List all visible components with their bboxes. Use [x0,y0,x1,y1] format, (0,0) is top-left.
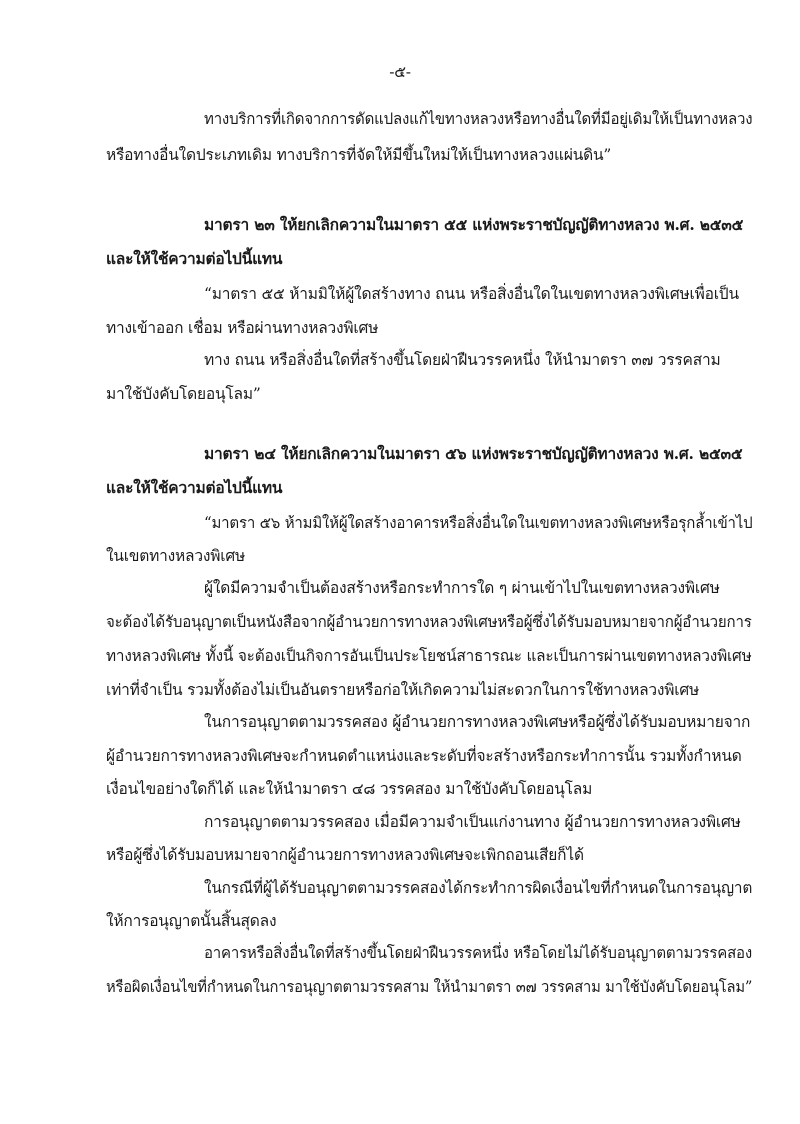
text-line: การอนุญาตตามวรรคสอง เมื่อมีความจำเป็นแก่งานทาง ผู้อำนวยการทางหลวงพิเศษ [204,813,741,831]
text-line: จะต้องได้รับอนุญาตเป็นหนังสือจากผู้อำนวยการทางหลวงพิเศษหรือผู้ซึ่งได้รับมอบหมายจากผู้อำนวยการ [106,613,752,631]
text-line: เงื่อนไขอย่างใดก็ได้ และให้นำมาตรา ๔๘ วรรคสอง มาใช้บังคับโดยอนุโลม [106,780,593,798]
text-line: ให้การอนุญาตนั้นสิ้นสุดลง [106,912,277,930]
text-line: หรือทางอื่นใดประเภทเดิม ทางบริการที่จัดให้มีขึ้นใหม่ให้เป็นทางหลวงแผ่นดิน” [106,146,612,164]
text-line: “มาตรา ๕๕ ห้ามมิให้ผู้ใดสร้างทาง ถนน หรือสิ่งอื่นใดในเขตทางหลวงพิเศษเพื่อเป็น [204,285,739,303]
text-line: อาคารหรือสิ่งอื่นใดที่สร้างขึ้นโดยฝ่าฝืนวรรคหนึ่ง หรือโดยไม่ได้รับอนุญาตตามวรรคสอง [204,944,752,962]
text-line: ในการอนุญาตตามวรรคสอง ผู้อำนวยการทางหลวงพิเศษหรือผู้ซึ่งได้รับมอบหมายจาก [204,713,751,731]
page-number: -๕- [389,63,411,81]
text-line: ทางบริการที่เกิดจากการดัดแปลงแก้ไขทางหลวงหรือทางอื่นใดที่มีอยู่เดิมให้เป็นทางหลวง [204,110,753,128]
text-line: ทางเข้าออก เชื่อม หรือผ่านทางหลวงพิเศษ [106,319,379,337]
text-line: ผู้อำนวยการทางหลวงพิเศษจะกำหนดตำแหน่งและระดับที่จะสร้างหรือกระทำการนั้น รวมทั้งกำหนด [106,747,742,765]
text-line: ในเขตทางหลวงพิเศษ [106,547,245,565]
text-line: ทางหลวงพิเศษ ทั้งนี้ จะต้องเป็นกิจการอันเป็นประโยชน์สาธารณะ และเป็นการผ่านเขตทางหลวงพิเศษ [106,647,752,665]
section-heading: มาตรา ๒๓ ให้ยกเลิกความในมาตรา ๕๕ แห่งพระราชบัญญัติทางหลวง พ.ศ. ๒๕๓๕ [204,215,744,234]
text-line: มาใช้บังคับโดยอนุโลม” [106,385,261,403]
text-line: หรือผู้ซึ่งได้รับมอบหมายจากผู้อำนวยการทางหลวงพิเศษจะเพิกถอนเสียก็ได้ [106,846,584,864]
text-line: ผู้ใดมีความจำเป็นต้องสร้างหรือกระทำการใด ๆ ผ่านเข้าไปในเขตทางหลวงพิเศษ [204,579,720,597]
text-line: “มาตรา ๕๖ ห้ามมิให้ผู้ใดสร้างอาคารหรือสิ่งอื่นใดในเขตทางหลวงพิเศษหรือรุกล้ำเข้าไป [204,514,753,532]
text-line: หรือผิดเงื่อนไขที่กำหนดในการอนุญาตตามวรรคสาม ให้นำมาตรา ๓๗ วรรคสาม มาใช้บังคับโดยอนุโลม” [106,978,753,996]
text-line: ในกรณีที่ผู้ได้รับอนุญาตตามวรรคสองได้กระทำการผิดเงื่อนไขที่กำหนดในการอนุญาต [204,879,753,897]
text-line: ทาง ถนน หรือสิ่งอื่นใดที่สร้างขึ้นโดยฝ่าฝืนวรรคหนึ่ง ให้นำมาตรา ๓๗ วรรคสาม [204,351,721,369]
text-line: เท่าที่จำเป็น รวมทั้งต้องไม่เป็นอันตรายหรือก่อให้เกิดความไม่สะดวกในการใช้ทางหลวงพิเศษ [106,681,700,699]
section-heading-continued: และให้ใช้ความต่อไปนี้แทน [106,478,283,497]
section-heading: มาตรา ๒๔ ให้ยกเลิกความในมาตรา ๕๖ แห่งพระราชบัญญัติทางหลวง พ.ศ. ๒๕๓๕ [204,444,743,463]
section-heading-continued: และให้ใช้ความต่อไปนี้แทน [106,249,283,268]
